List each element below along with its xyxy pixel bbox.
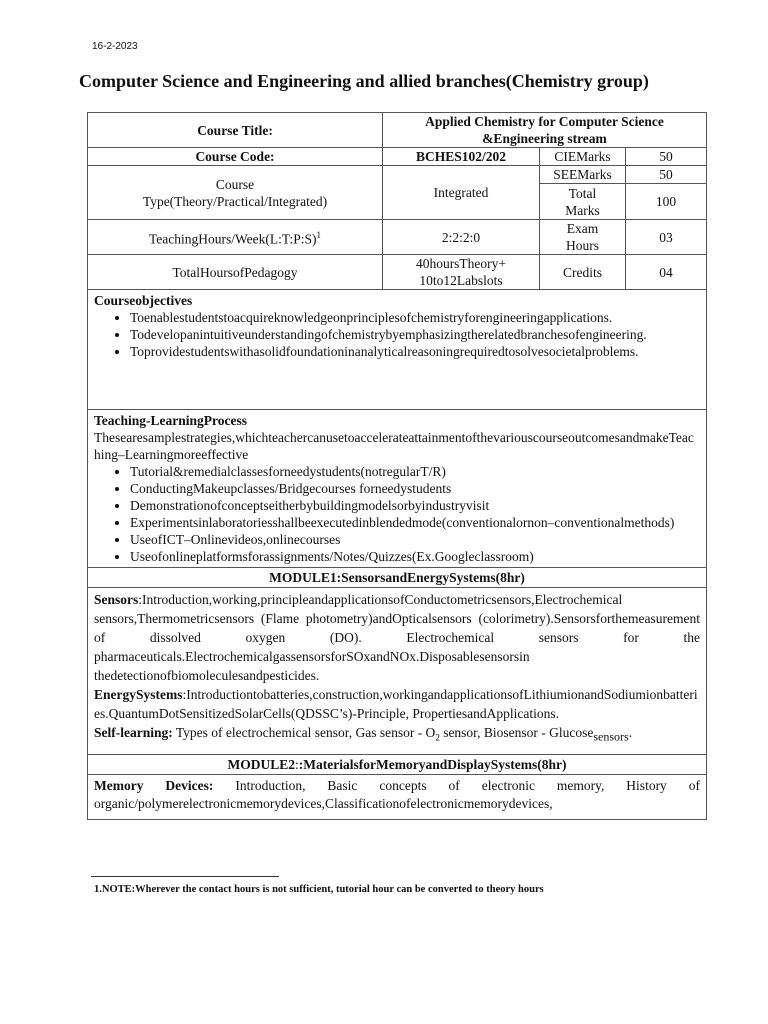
- course-type-value: Integrated: [383, 166, 540, 220]
- teaching-hours-value: 2:2:2:0: [383, 220, 540, 255]
- course-table: [87, 112, 707, 820]
- cie-marks-value: 50: [626, 148, 707, 166]
- list-item: • Toprovidestudentswithasolidfoundationinanalyticalreasoningrequiredtosolvesocietalproblems.: [130, 343, 700, 360]
- module2-title: MODULE2::MaterialsforMemoryandDisplaySystems(8hr): [88, 754, 707, 774]
- teaching-learning-section: [88, 410, 707, 568]
- course-title-value: Applied Chemistry for Computer Science &Engineering stream: [383, 113, 707, 148]
- sensors-paragraph: Sensors:Introduction,working,principleandapplicationsofConductometricsensors,Electrochemical sensors,Thermometricsensors (Flame photometry)andOpticalsensors (colorimetry).Sensorsforthemeasurement of dissolved oxygen (DO). Electrochemical sensors for the pharmaceuticals.ElectrochemicalgassensorsforSOxandNOx.Disposablesensorsin thedetectionofbiomoleculesandpesticides.: [94, 592, 700, 683]
- exam-hours-label: Exam Hours: [540, 220, 626, 255]
- exam-hours-value: 03: [626, 220, 707, 255]
- teaching-learning-list: [94, 463, 700, 565]
- pedagogy-hours-label: TotalHoursofPedagogy: [88, 255, 383, 290]
- cie-marks-label: CIEMarks: [540, 148, 626, 166]
- energy-systems-paragraph: EnergySystems:Introductiontobatteries,construction,workingandapplicationsofLithiumionandSodiumionbatteries.QuantumDotSensitizedSolarCells(QDSSC’s)-Principle, PropertiesandApplications.: [94, 687, 698, 721]
- total-marks-label: Total Marks: [540, 184, 626, 220]
- list-item: • ConductingMakeupclasses/Bridgecourses forneedystudents: [130, 480, 700, 497]
- footnote: 1.NOTE:Wherever the contact hours is not sufficient, tutorial hour can be converted to theory hours: [94, 884, 544, 895]
- course-objectives-list: [94, 309, 700, 360]
- course-code-label: Course Code:: [88, 148, 383, 166]
- document-date: 16-2-2023: [92, 41, 138, 52]
- course-type-label: Course Type(Theory/Practical/Integrated): [88, 166, 383, 220]
- total-marks-value: 100: [626, 184, 707, 220]
- teaching-learning-intro: Thesearesamplestrategies,whichteachercanusetoaccelerateattainmentofthevariouscourseoutcomesandmakeTeaching–Learningmoreeffective: [94, 430, 694, 462]
- list-item: • Toenablestudentstoacquireknowledgeonprinciplesofchemistryforengineeringapplications.: [130, 309, 700, 326]
- see-marks-label: SEEMarks: [540, 166, 626, 184]
- list-item: • Demonstrationofconceptseitherbybuildingmodelsorbyindustryvisit: [130, 497, 700, 514]
- list-item: • Useofonlineplatformsforassignments/Notes/Quizzes(Ex.Googleclassroom): [130, 548, 700, 565]
- module1-title: MODULE1:SensorsandEnergySystems(8hr): [88, 568, 707, 588]
- module2-content: [88, 774, 707, 819]
- self-learning-paragraph: Self-learning: Types of electrochemical sensor, Gas sensor - $O_2$ sensor, Biosensor - Glucose$_{sensors}$.: [94, 725, 633, 744]
- teaching-hours-label: TeachingHours/Week(L:T:P:S)$^1$: [88, 220, 383, 255]
- course-objectives-section: [88, 290, 707, 410]
- pedagogy-hours-value: 40hoursTheory+ 10to12Labslots: [383, 255, 540, 290]
- list-item: • Experimentsinlaboratoriesshallbeexecutedinblendedmode(conventionalornon–conventionalmethods): [130, 514, 700, 531]
- page-title: Computer Science and Engineering and allied branches(Chemistry group): [79, 71, 649, 91]
- credits-label: Credits: [540, 255, 626, 290]
- see-marks-value: 50: [626, 166, 707, 184]
- course-title-label: Course Title:: [88, 113, 383, 148]
- teaching-learning-title: Teaching-LearningProcess: [94, 413, 248, 428]
- course-code-value: BCHES102/202: [383, 148, 540, 166]
- module1-content: [88, 588, 707, 755]
- list-item: • UseofICT–Onlinevideos,onlinecourses: [130, 531, 700, 548]
- list-item: • Todevelopanintuitiveunderstandingofchemistrybyemphasizingtherelatedbranchesofengineering.: [130, 326, 700, 343]
- footnote-divider: [91, 876, 279, 877]
- memory-devices-paragraph: Memory Devices: Introduction, Basic concepts of electronic memory, History of organic/polymerelectronicmemorydevices,Classificationofelectronicmemorydevices,: [94, 777, 701, 811]
- list-item: • Tutorial&remedialclassesforneedystudents(notregularT/R): [130, 463, 700, 480]
- credits-value: 04: [626, 255, 707, 290]
- course-objectives-title: Courseobjectives: [94, 293, 193, 308]
